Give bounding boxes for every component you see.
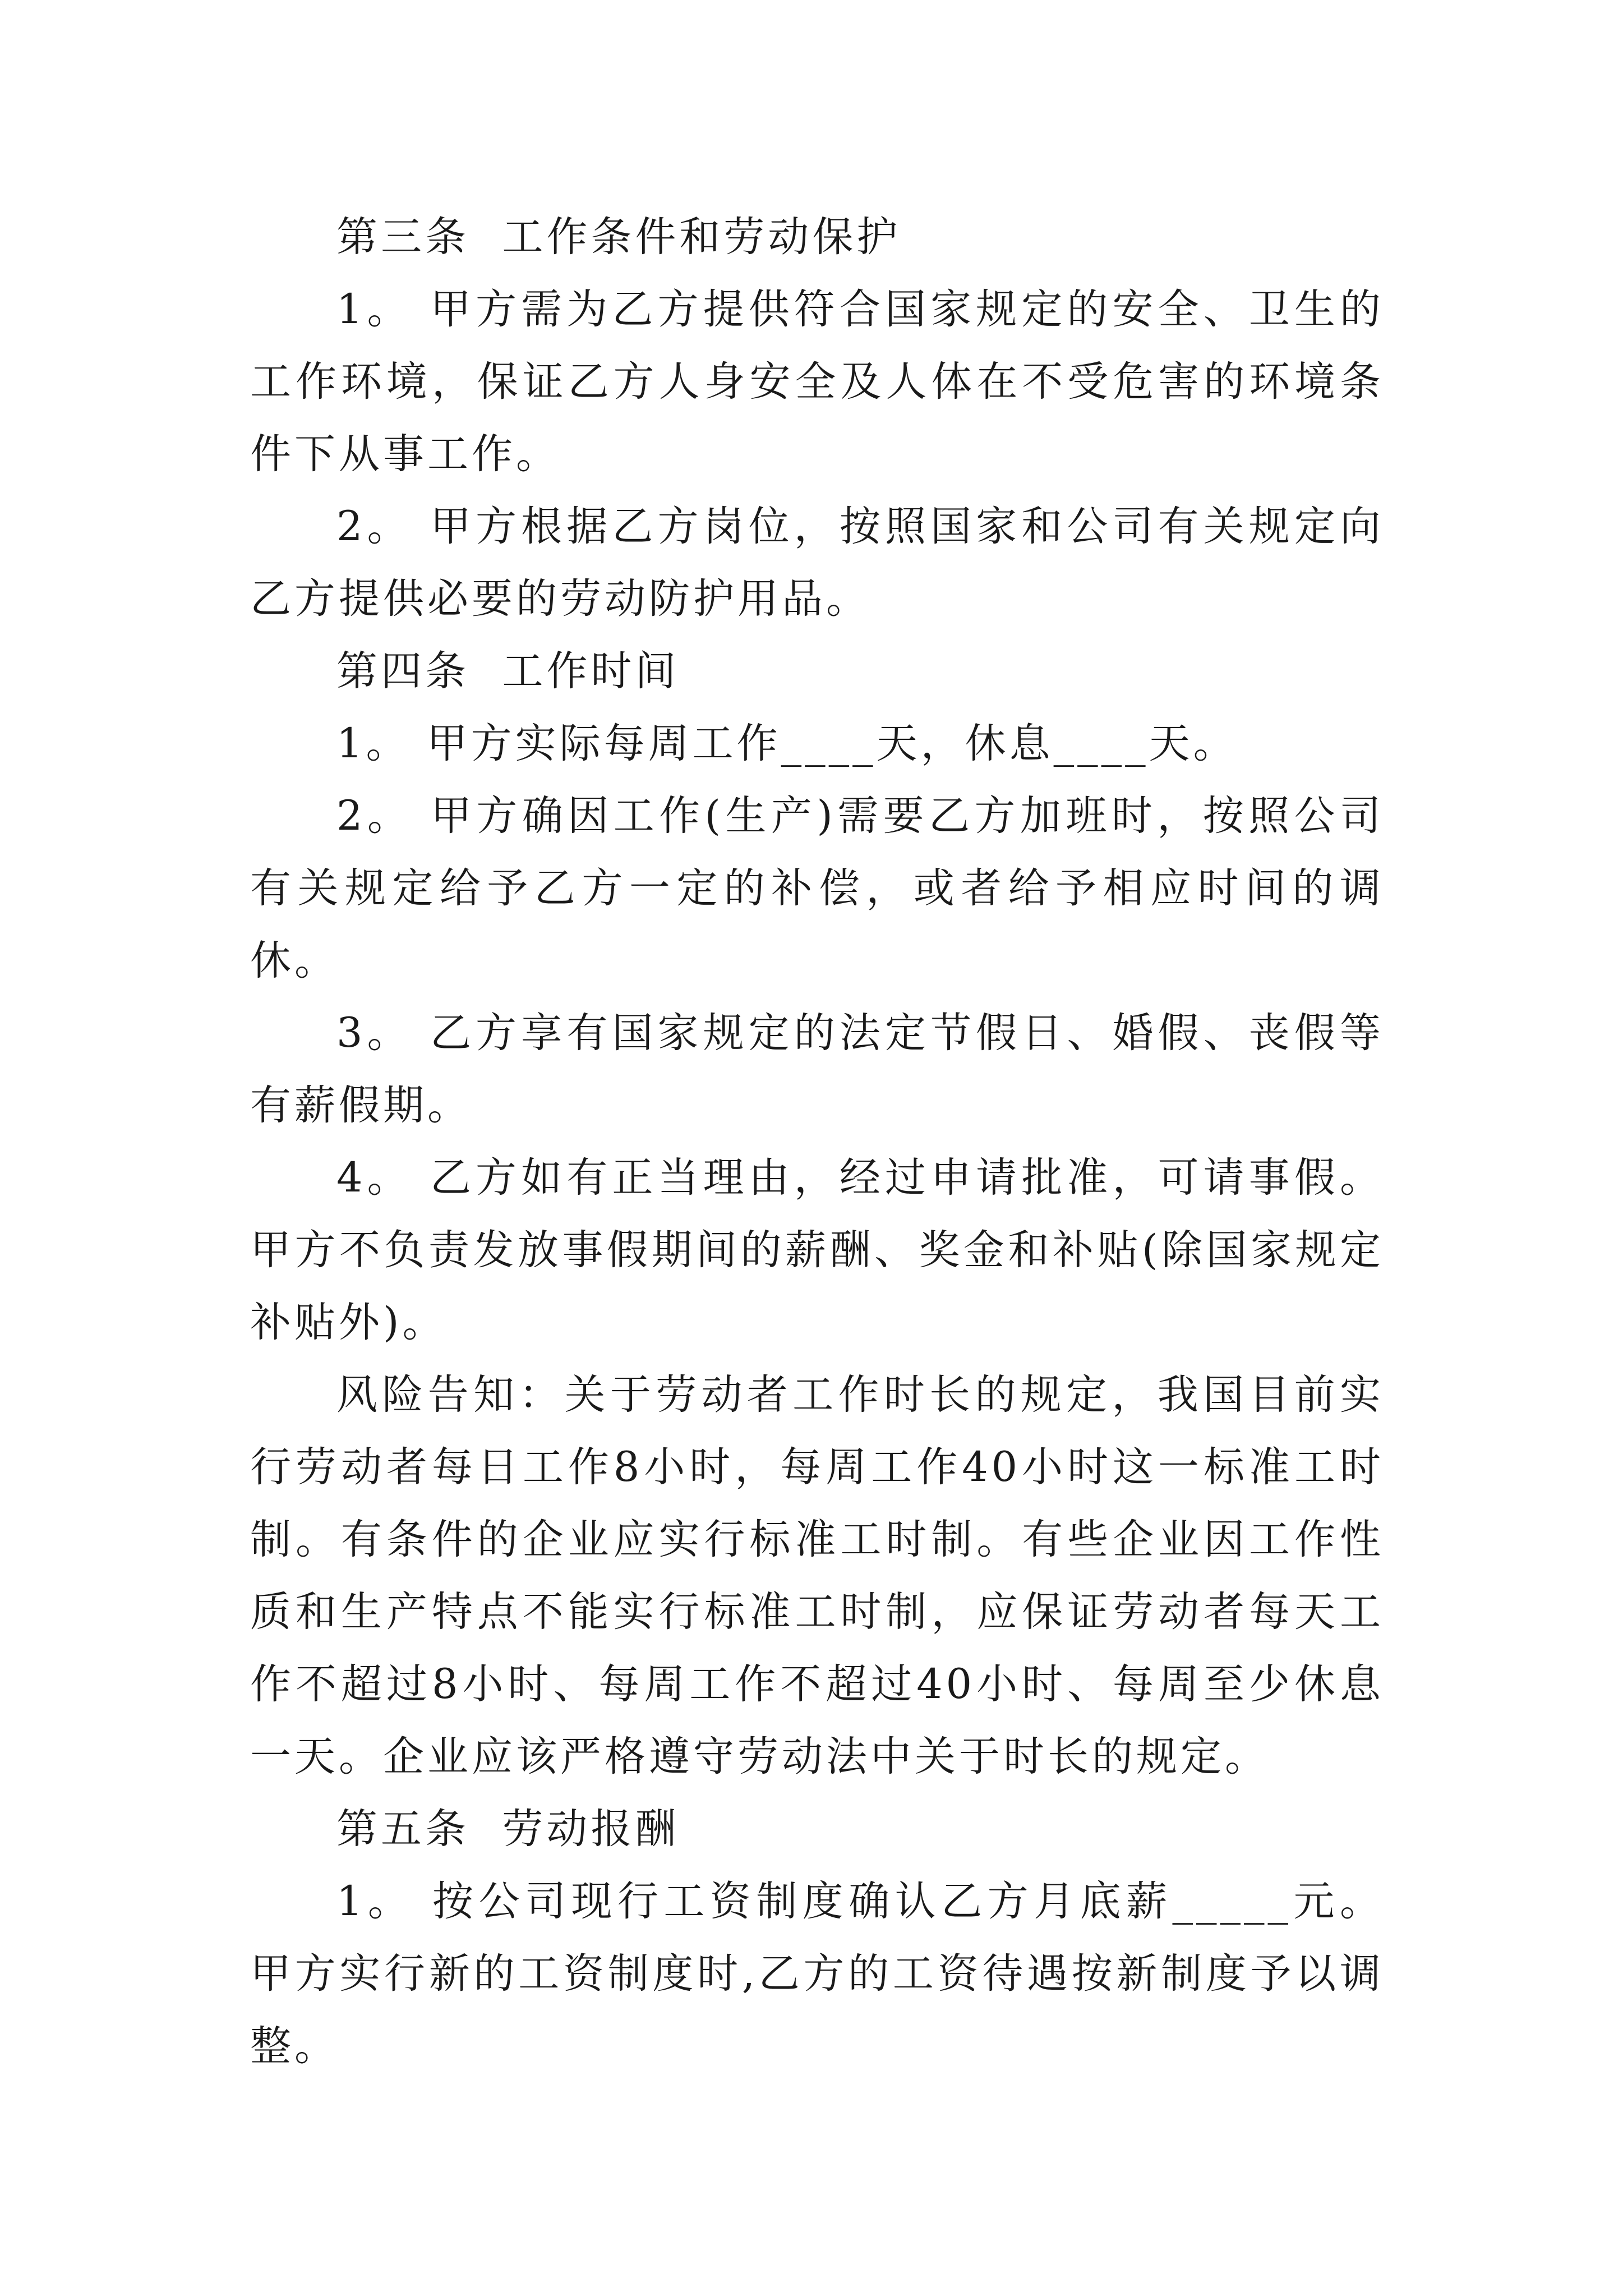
article-4-clause-4: 4。 乙方如有正当理由，经过申请批准，可请事假。甲方不负责发放事假期间的薪酬、奖金和补贴(除国家规定补贴外)。	[250, 1154, 1384, 1346]
article-4-clause-2: 2。 甲方确因工作(生产)需要乙方加班时，按照公司有关规定给予乙方一定的补偿，或者给予相应时间的调休。	[250, 792, 1384, 984]
article-4-clause-3: 3。 乙方享有国家规定的法定节假日、婚假、丧假等有薪假期。	[250, 1009, 1384, 1129]
article-3-clause-1: 1。 甲方需为乙方提供符合国家规定的安全、卫生的工作环境，保证乙方人身安全及人体在不受危害的环境条件下从事工作。	[250, 286, 1384, 478]
article-5-heading: 第五条 劳动报酬	[336, 1805, 680, 1853]
risk-notice-paragraph: 风险告知：关于劳动者工作时长的规定，我国目前实行劳动者每日工作8小时，每周工作40小时这一标准工时制。有条件的企业应实行标准工时制。有些企业因工作性质和生产特点不能实行标准工时制，应保证劳动者每天工作不超过8小时、每周工作不超过40小时、每周至少休息一天。企业应该严格遵守劳动法中关于时长的规定。	[250, 1371, 1384, 1780]
article-4-clause-1: 1。 甲方实际每周工作____天，休息____天。	[336, 720, 1238, 767]
article-3-heading: 第三条 工作条件和劳动保护	[336, 213, 901, 261]
document-body	[250, 201, 1384, 2082]
article-4-heading: 第四条 工作时间	[336, 647, 680, 695]
article-5-clause-1: 1。 按公司现行工资制度确认乙方月底薪_____元。甲方实行新的工资制度时,乙方的工资待遇按新制度予以调整。	[250, 1878, 1384, 2070]
article-3-clause-2: 2。 甲方根据乙方岗位，按照国家和公司有关规定向乙方提供必要的劳动防护用品。	[250, 503, 1384, 623]
